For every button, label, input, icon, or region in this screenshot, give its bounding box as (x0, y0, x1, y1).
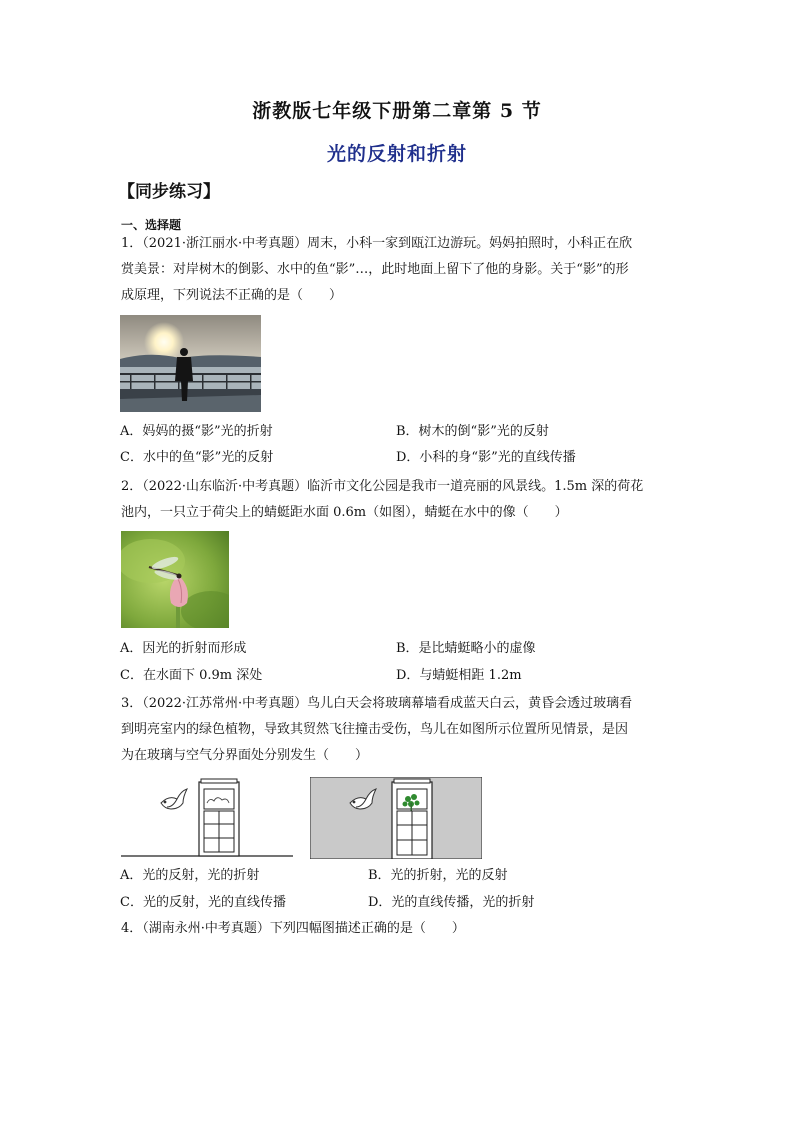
stem-line: 4．（湖南永州·中考真题）下列四幅图描述正确的是（ ） (121, 921, 465, 936)
q1-option-d: D．小科的身“影”光的直线传播 (396, 450, 576, 465)
stem-line: 1．（2021·浙江丽水·中考真题）周末，小科一家到瓯江边游玩。妈妈拍照时，小科正在欣 (121, 236, 633, 251)
stem-line: 为在玻璃与空气分界面处分别发生（ ） (121, 748, 369, 763)
q3-option-a: A．光的反射，光的折射 (120, 868, 260, 883)
question-3-stem (121, 691, 681, 769)
question-1-stem (121, 231, 681, 309)
question-4-stem (121, 916, 681, 942)
stem-line: 赏美景：对岸树木的倒影、水中的鱼“影”…，此时地面上留下了他的身影。关于“影”的形 (121, 262, 629, 277)
q1-option-b: B．树木的倒“影”光的反射 (396, 424, 549, 439)
question-2-stem (121, 474, 681, 526)
question-1-photo (120, 315, 261, 412)
stem-line: 池内，一只立于荷尖上的蜻蜓距水面 0.6m（如图），蜻蜓在水中的像（ ） (121, 505, 568, 520)
bird-icon (161, 789, 187, 809)
q3-option-d: D．光的直线传播，光的折射 (368, 895, 535, 910)
q1-option-a: A．妈妈的摄“影”光的折射 (120, 424, 273, 439)
stem-line: 2．（2022·山东临沂·中考真题）临沂市文化公园是我市一道亮丽的风景线。1.5m 深的荷花 (121, 479, 644, 494)
stem-line: 到明亮室内的绿色植物，导致其贸然飞往撞击受伤，鸟儿在如图所示位置所见情景，是因 (121, 722, 629, 737)
stem-line: 成原理，下列说法不正确的是（ ） (121, 288, 343, 303)
q1-option-c: C．水中的鱼“影”光的反射 (120, 450, 274, 465)
stem-line: 3．（2022·江苏常州·中考真题）鸟儿白天会将玻璃幕墙看成蓝天白云，黄昏会透过玻璃看 (121, 696, 633, 711)
page-title: 浙教版七年级下册第二章第 5 节 (252, 100, 542, 122)
q3-option-c: C．光的反射，光的直线传播 (120, 895, 286, 910)
question-3-figure-day (121, 777, 293, 859)
page-subtitle: 光的反射和折射 (326, 143, 467, 165)
q2-option-a: A．因光的折射而形成 (120, 641, 247, 656)
q2-option-b: B．是比蜻蜓略小的虚像 (396, 641, 536, 656)
q3-option-b: B．光的折射，光的反射 (368, 868, 508, 883)
q2-option-d: D．与蜻蜓相距 1.2m (396, 668, 522, 683)
question-3-figure-dusk (310, 777, 482, 859)
section-heading: 【同步练习】 (118, 182, 220, 202)
q2-option-c: C．在水面下 0.9m 深处 (120, 668, 263, 683)
part-heading: 一、选择题 (121, 218, 182, 232)
question-2-photo (121, 531, 229, 628)
